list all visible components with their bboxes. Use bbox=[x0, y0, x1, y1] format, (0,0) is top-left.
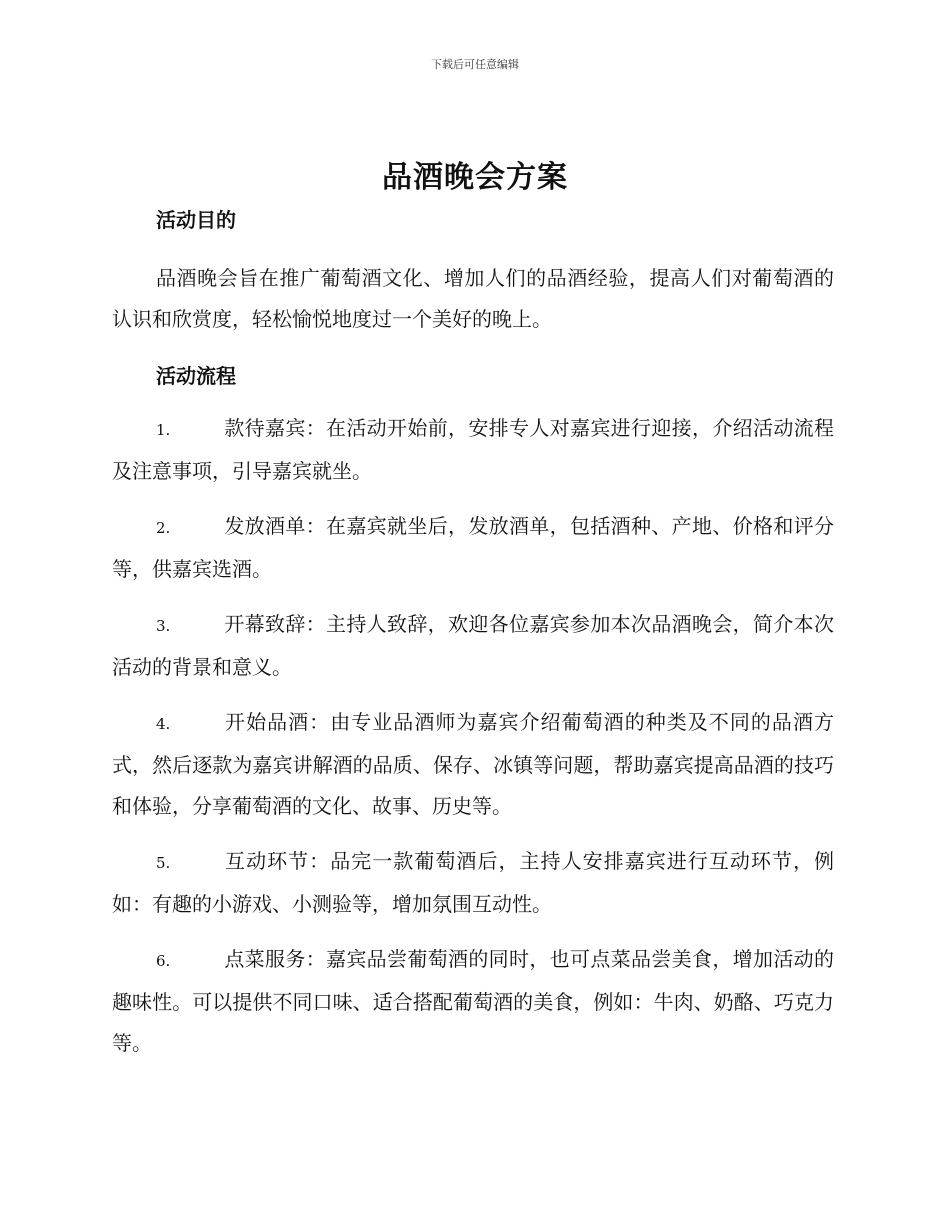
list-item bbox=[112, 408, 834, 492]
list-item-number: 3. bbox=[156, 617, 171, 635]
list-item-text: 款待嘉宾：在活动开始前，安排专人对嘉宾进行迎接，介绍活动流程及注意事项，引导嘉宾就坐。 bbox=[112, 416, 834, 483]
list-item bbox=[112, 939, 834, 1064]
document-body bbox=[112, 204, 834, 1078]
list-item-number: 1. bbox=[156, 421, 171, 439]
list-item-text: 开始品酒：由专业品酒师为嘉宾介绍葡萄酒的种类及不同的品酒方式，然后逐款为嘉宾讲解酒的品质、保存、冰镇等问题，帮助嘉宾提高品酒的技巧和体验，分享葡萄酒的文化、故事、历史等。 bbox=[112, 710, 834, 818]
list-item-number: 5. bbox=[156, 854, 171, 872]
document-title: 品酒晚会方案 bbox=[382, 160, 568, 195]
list-item-text: 互动环节：品完一款葡萄酒后，主持人安排嘉宾进行互动环节，例如：有趣的小游戏、小测验等，增加氛围互动性。 bbox=[112, 849, 834, 916]
list-item bbox=[112, 702, 834, 827]
section-heading-purpose: 活动目的 bbox=[156, 208, 236, 232]
list-item-text: 开幕致辞：主持人致辞，欢迎各位嘉宾参加本次品酒晚会，简介本次活动的背景和意义。 bbox=[112, 612, 834, 679]
section-heading-process: 活动流程 bbox=[156, 364, 236, 388]
list-item-text: 点菜服务：嘉宾品尝葡萄酒的同时，也可点菜品尝美食，增加活动的趣味性。可以提供不同口味、适合搭配葡萄酒的美食，例如：牛肉、奶酪、巧克力等。 bbox=[112, 947, 834, 1055]
list-item bbox=[112, 506, 834, 590]
list-item bbox=[112, 604, 834, 688]
list-item-number: 6. bbox=[156, 952, 171, 970]
list-item-number: 4. bbox=[156, 715, 171, 733]
list-item-number: 2. bbox=[156, 519, 171, 537]
header-note: 下载后可任意编辑 bbox=[431, 58, 519, 71]
purpose-paragraph: 品酒晚会旨在推广葡萄酒文化、增加人们的品酒经验，提高人们对葡萄酒的认识和欣赏度，轻松愉悦地度过一个美好的晚上。 bbox=[112, 266, 834, 331]
list-item-text: 发放酒单：在嘉宾就坐后，发放酒单，包括酒种、产地、价格和评分等，供嘉宾选酒。 bbox=[112, 514, 834, 581]
list-item bbox=[112, 841, 834, 925]
